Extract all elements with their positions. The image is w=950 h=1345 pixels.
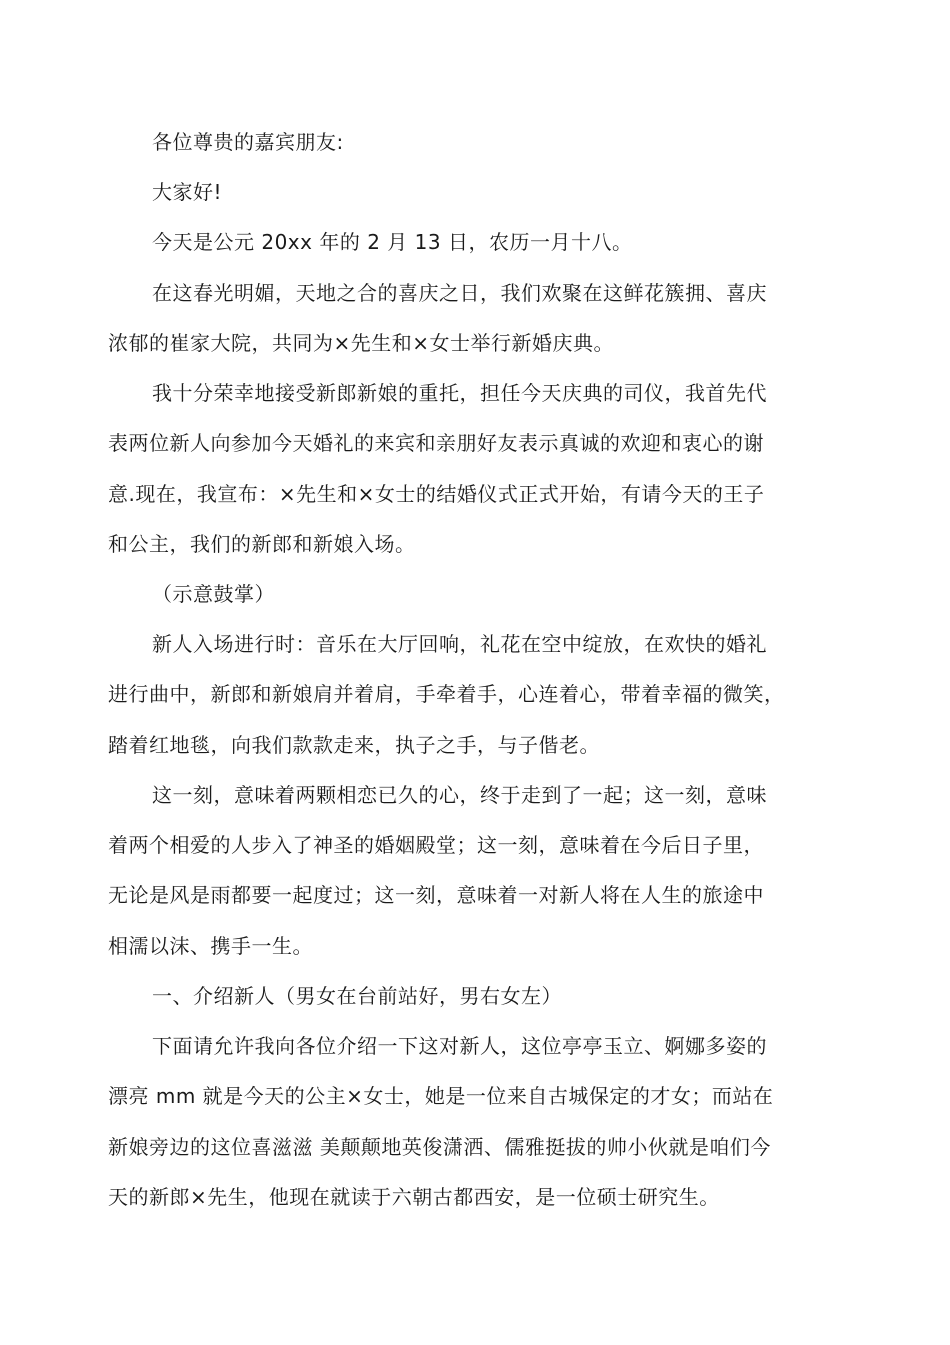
paragraph-line: 天的新郎×先生，他现在就读于六朝古都西安，是一位硕士研究生。 (108, 1185, 720, 1209)
paragraph-line: 相濡以沫、携手一生。 (108, 934, 313, 958)
paragraph-line: 和公主，我们的新郎和新娘入场。 (108, 532, 416, 556)
paragraph-line: 我十分荣幸地接受新郎新娘的重托，担任今天庆典的司仪，我首先代 (152, 381, 767, 405)
paragraph-line: 着两个相爱的人步入了神圣的婚姻殿堂；这一刻，意味着在今后日子里， (108, 833, 764, 857)
paragraph-line: 新人入场进行时：音乐在大厅回响，礼花在空中绽放，在欢快的婚礼 (152, 632, 767, 656)
paragraph-line: 意.现在，我宣布：×先生和×女士的结婚仪式正式开始，有请今天的王子 (108, 482, 765, 506)
paragraph-line: 新娘旁边的这位喜滋滋 美颠颠地英俊潇洒、儒雅挺拔的帅小伙就是咱们今 (108, 1135, 771, 1159)
stage-direction: （示意鼓掌） (152, 582, 275, 606)
paragraph-line: 表两位新人向参加今天婚礼的来宾和亲朋好友表示真诚的欢迎和衷心的谢 (108, 431, 764, 455)
paragraph-line: 这一刻，意味着两颗相恋已久的心，终于走到了一起；这一刻，意味 (152, 783, 767, 807)
paragraph-line: 下面请允许我向各位介绍一下这对新人，这位亭亭玉立、婀娜多姿的 (152, 1034, 767, 1058)
paragraph-line: 漂亮 mm 就是今天的公主×女士，她是一位来自古城保定的才女；而站在 (108, 1084, 774, 1108)
paragraph-line: 进行曲中，新郎和新娘肩并着肩，手牵着手，心连着心，带着幸福的微笑， (108, 682, 785, 706)
paragraph-line: 浓郁的崔家大院，共同为×先生和×女士举行新婚庆典。 (108, 331, 615, 355)
paragraph-line: 踏着红地毯，向我们款款走来，执子之手，与子偕老。 (108, 733, 600, 757)
paragraph-line: 在这春光明媚，天地之合的喜庆之日，我们欢聚在这鲜花簇拥、喜庆 (152, 281, 767, 305)
greeting: 大家好! (152, 180, 223, 204)
paragraph-line: 无论是风是雨都要一起度过；这一刻，意味着一对新人将在人生的旅途中 (108, 883, 764, 907)
salutation: 各位尊贵的嘉宾朋友: (152, 130, 344, 154)
section-heading: 一、介绍新人（男女在台前站好，男右女左） (152, 984, 562, 1008)
date-line: 今天是公元 20xx 年的 2 月 13 日，农历一月十八。 (152, 230, 633, 254)
